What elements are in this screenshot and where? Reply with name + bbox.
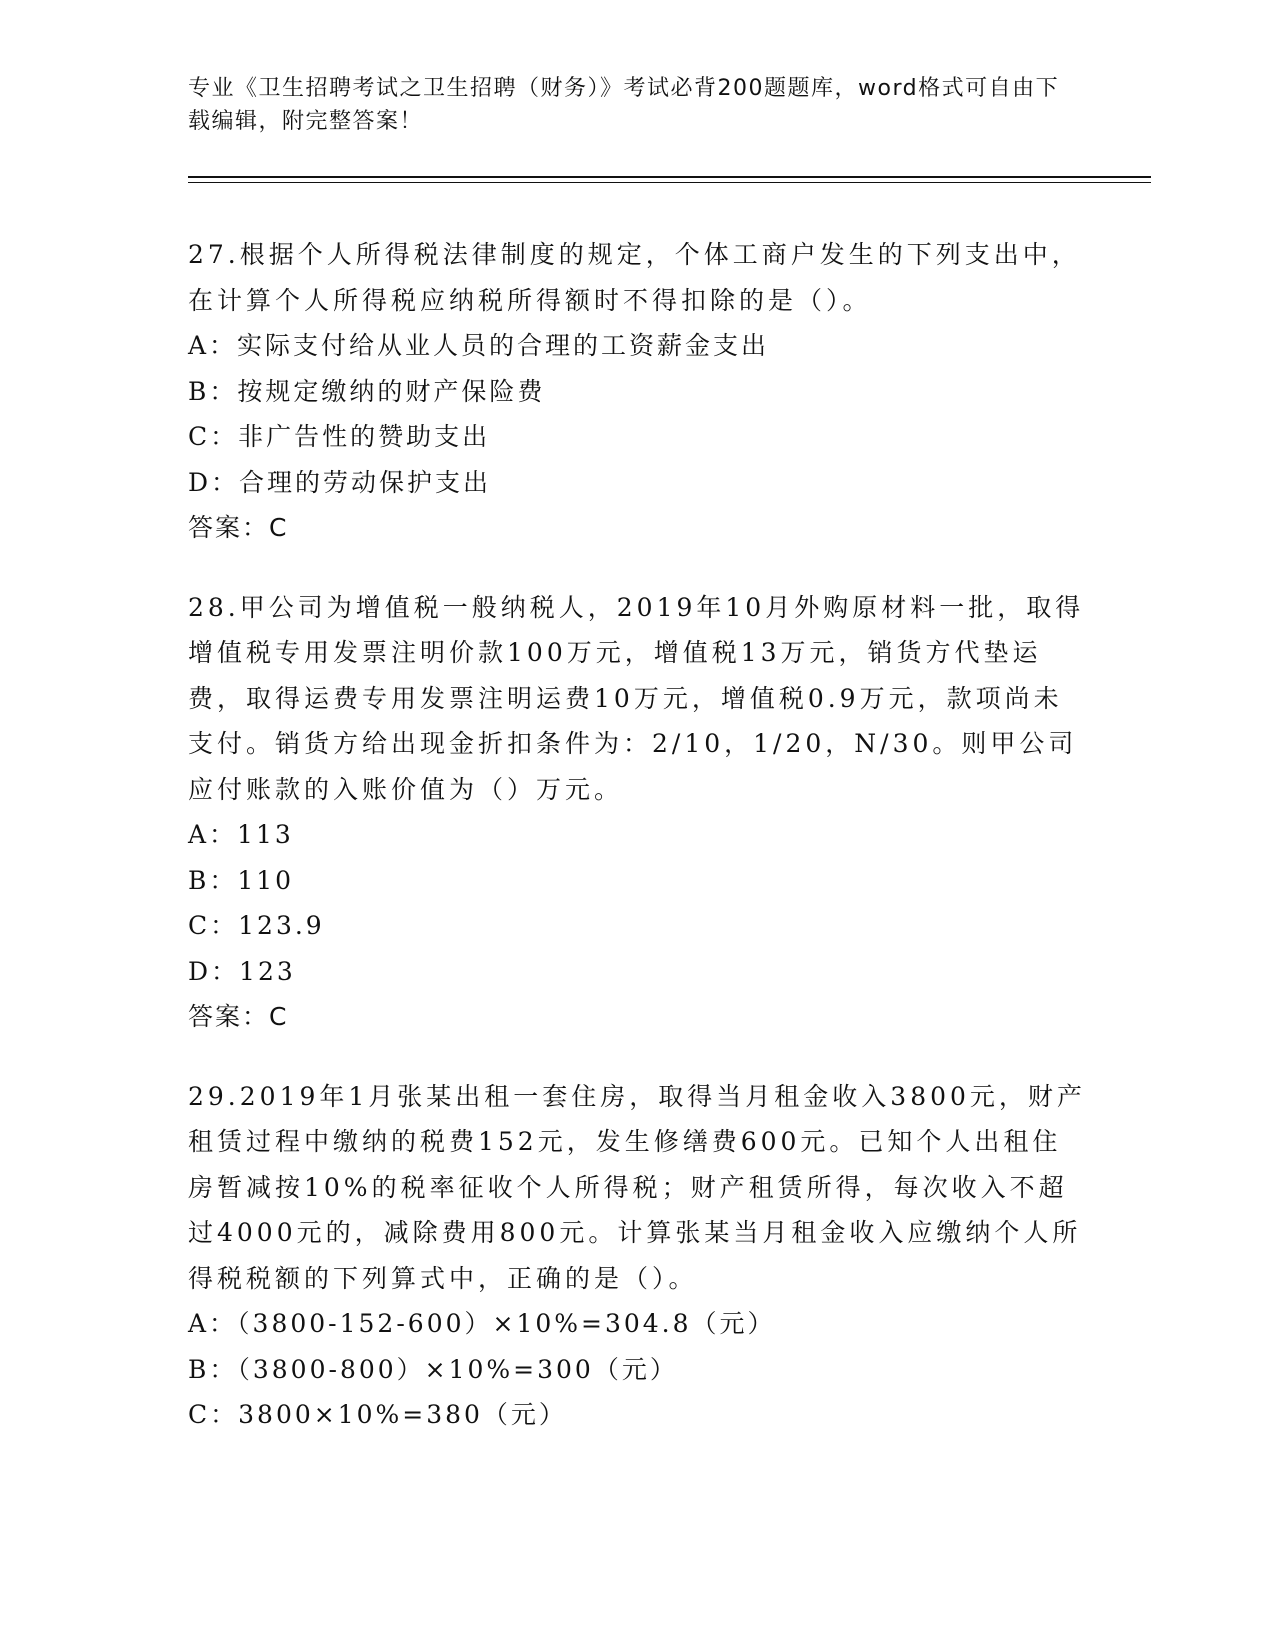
option-b: B：110 xyxy=(188,865,295,895)
option-a: A：（3800-152-600）×10%=304.8（元） xyxy=(188,1309,776,1338)
option-a: A：实际支付给从业人员的合理的工资薪金支出 xyxy=(188,331,770,360)
answer-line: 答案：C xyxy=(188,513,289,542)
option-d: D：合理的劳动保护支出 xyxy=(188,467,492,497)
question-stem: 29.2019年1月张某出租一套住房，取得当月租金收入3800元，财产租赁过程中缴纳的税费152元，发生修缮费600元。已知个人出租住房暂减按10%的税率征收个人所得税；财产租赁所得，每次收入不超过4000元的，减除费用800元。计算张某当月租金收入应缴纳个人所得税税额的下列算式中，正确的是（）。 xyxy=(188,1081,1086,1293)
question-29 xyxy=(188,1074,1088,1438)
header-divider-thin xyxy=(188,182,1151,183)
question-28 xyxy=(188,585,1088,1040)
document-header: 专业《卫生招聘考试之卫生招聘（财务）》考试必背200题题库，word格式可自由下载编辑，附完整答案！ xyxy=(188,76,1060,134)
answer-line: 答案：C xyxy=(188,1002,289,1031)
question-27 xyxy=(188,232,1088,551)
option-a: A：113 xyxy=(188,820,294,849)
question-stem: 27.根据个人所得税法律制度的规定，个体工商户发生的下列支出中，在计算个人所得税应纳税所得额时不得扣除的是（）。 xyxy=(188,240,1081,315)
option-c: C：3800×10%=380（元） xyxy=(188,1400,567,1429)
option-b: B：（3800-800）×10%=300（元） xyxy=(188,1354,678,1384)
header-divider-thick xyxy=(188,176,1151,178)
question-stem: 28.甲公司为增值税一般纳税人，2019年10月外购原材料一批，取得增值税专用发票注明价款100万元，增值税13万元，销货方代垫运费，取得运费专用发票注明运费10万元，增值税0.9万元，款项尚未支付。销货方给出现金折扣条件为：2/10，1/20，N/30。则甲公司应付账款的入账价值为（）万元。 xyxy=(188,592,1085,804)
question-list xyxy=(188,232,1088,1472)
option-d: D：123 xyxy=(188,956,296,986)
option-b: B：按规定缴纳的财产保险费 xyxy=(188,376,546,406)
option-c: C：123.9 xyxy=(188,911,325,940)
option-c: C：非广告性的赞助支出 xyxy=(188,422,491,451)
